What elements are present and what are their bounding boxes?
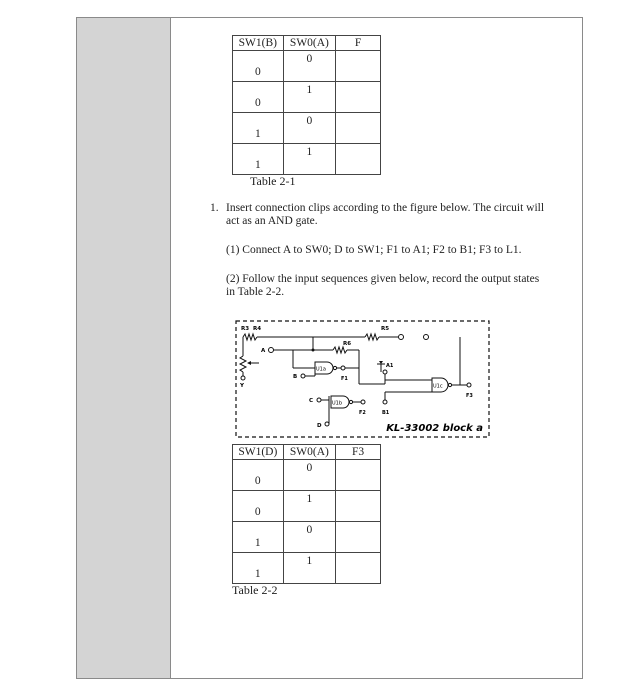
table-row bbox=[233, 82, 381, 113]
table-caption: Table 2-2 bbox=[232, 583, 278, 597]
label-a1: A1 bbox=[386, 363, 394, 369]
label-r6: R6 bbox=[343, 341, 352, 347]
truth-table-2-1 bbox=[232, 35, 381, 175]
block-border bbox=[236, 321, 489, 437]
table-cell: 1 bbox=[233, 522, 284, 553]
table-cell: 0 bbox=[283, 460, 336, 491]
table-row bbox=[233, 113, 381, 144]
table-header: F bbox=[336, 36, 381, 51]
table-cell: 1 bbox=[233, 144, 284, 175]
instruction-step-2-cont: in Table 2-2. bbox=[226, 286, 285, 298]
table-cell: 0 bbox=[233, 82, 284, 113]
table-cell: 0 bbox=[283, 113, 336, 144]
table-header: SW0(A) bbox=[283, 36, 336, 51]
table-cell bbox=[336, 51, 381, 82]
table-header: F3 bbox=[336, 445, 381, 460]
table-cell: 1 bbox=[283, 553, 336, 584]
instruction-text: Insert connection clips according to the figure below. The circuit will bbox=[226, 202, 545, 214]
label-f2: F2 bbox=[359, 410, 366, 416]
block-label: KL-33002 block a bbox=[386, 423, 483, 434]
table-row bbox=[233, 51, 381, 82]
table-cell bbox=[336, 491, 381, 522]
label-b1: B1 bbox=[382, 410, 390, 416]
label-a: A bbox=[261, 348, 266, 354]
table-cell bbox=[336, 113, 381, 144]
label-u1c: U1c bbox=[433, 383, 443, 390]
label-c: C bbox=[309, 398, 314, 404]
table-cell: 1 bbox=[233, 553, 284, 584]
circuit-diagram bbox=[235, 320, 490, 438]
table-cell: 1 bbox=[233, 113, 284, 144]
table-cell: 0 bbox=[233, 51, 284, 82]
table-row bbox=[233, 491, 381, 522]
instruction-step-2: (2) Follow the input sequences given below, record the output states bbox=[226, 273, 540, 285]
table-cell: 0 bbox=[233, 460, 284, 491]
label-r4: R4 bbox=[253, 326, 262, 332]
page-margin-column bbox=[77, 18, 171, 678]
table-cell bbox=[336, 553, 381, 584]
table-cell: 1 bbox=[283, 82, 336, 113]
table-header: SW1(B) bbox=[233, 36, 284, 51]
label-r3: R3 bbox=[241, 326, 250, 332]
table-cell: 0 bbox=[233, 491, 284, 522]
instruction-step-1: (1) Connect A to SW0; D to SW1; F1 to A1; F2 to B1; F3 to L1. bbox=[226, 244, 522, 256]
table-row bbox=[233, 460, 381, 491]
table-header: SW0(A) bbox=[283, 445, 336, 460]
table-cell: 0 bbox=[283, 51, 336, 82]
label-u1b: U1b bbox=[332, 400, 343, 407]
table-header: SW1(D) bbox=[233, 445, 284, 460]
table-cell: 1 bbox=[283, 491, 336, 522]
table-cell: 1 bbox=[283, 144, 336, 175]
table-cell bbox=[336, 144, 381, 175]
table-cell bbox=[336, 460, 381, 491]
table-row bbox=[233, 144, 381, 175]
label-y: Y bbox=[240, 383, 244, 389]
table-cell: 0 bbox=[283, 522, 336, 553]
table-row bbox=[233, 522, 381, 553]
label-d: D bbox=[317, 423, 322, 429]
label-f1: F1 bbox=[341, 376, 348, 382]
table-cell bbox=[336, 82, 381, 113]
document-page bbox=[76, 17, 583, 679]
truth-table-2-2 bbox=[232, 444, 381, 584]
label-b: B bbox=[293, 374, 298, 380]
table-caption: Table 2-1 bbox=[250, 174, 296, 188]
label-f3: F3 bbox=[466, 393, 473, 399]
label-u1a: U1a bbox=[316, 366, 326, 373]
instruction-text: act as an AND gate. bbox=[226, 215, 318, 227]
table-row bbox=[233, 553, 381, 584]
label-r5: R5 bbox=[381, 326, 390, 332]
table-cell bbox=[336, 522, 381, 553]
list-item-number: 1. bbox=[210, 202, 219, 214]
